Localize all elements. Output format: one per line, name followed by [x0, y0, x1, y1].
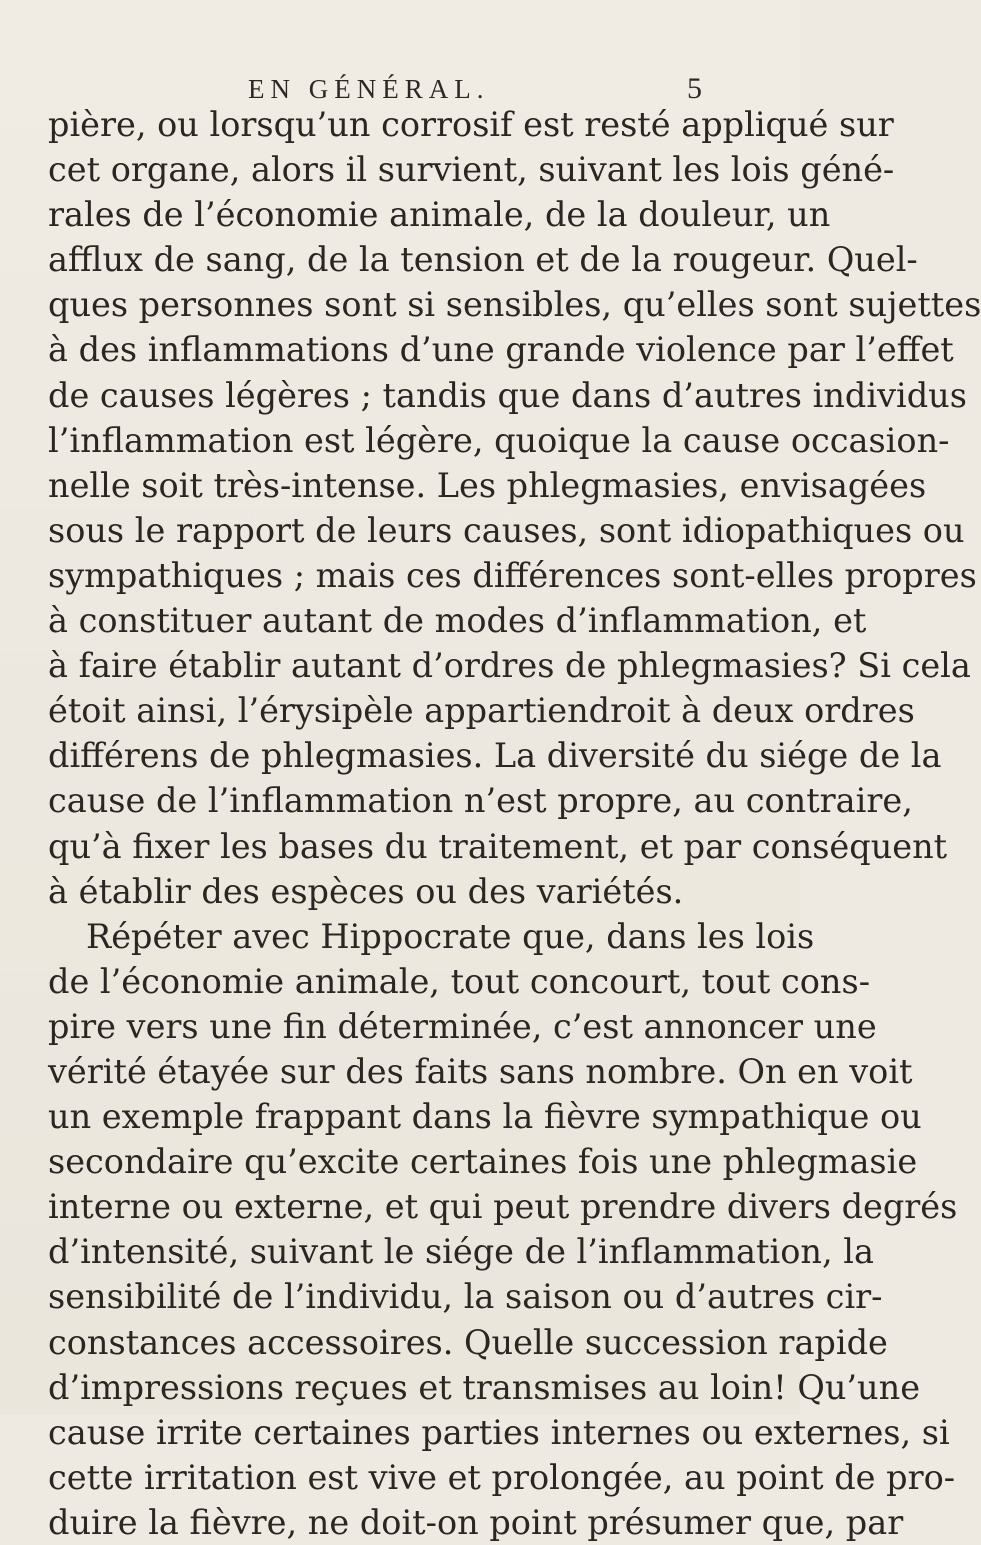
text-line: secondaire qu’excite certaines fois une phlegmasie — [48, 1142, 918, 1182]
text-line: différens de phlegmasies. La diversité du siége de la — [48, 736, 942, 776]
text-line: ques personnes sont si sensibles, qu’elles sont sujettes — [48, 285, 981, 325]
text-line: afflux de sang, de la tension et de la rougeur. Quel- — [48, 240, 918, 280]
text-line: Répéter avec Hippocrate que, dans les lois — [86, 916, 815, 956]
text-line: d’impressions reçues et transmises au loin! Qu’une — [48, 1367, 921, 1407]
text-line: nelle soit très-intense. Les phlegmasies, envisagées — [48, 465, 927, 505]
text-line: de causes légères ; tandis que dans d’autres individus — [48, 375, 967, 415]
text-line: duire la fièvre, ne doit-on point présumer que, par — [48, 1502, 904, 1542]
text-line: cet organe, alors il survient, suivant les lois géné- — [48, 150, 895, 190]
text-line: constances accessoires. Quelle succession rapide — [48, 1322, 888, 1362]
text-line: cause irrite certaines parties internes ou externes, si — [48, 1412, 950, 1452]
text-line: sous le rapport de leurs causes, sont idiopathiques ou — [48, 510, 965, 550]
text-line: un exemple frappant dans la fièvre sympathique ou — [48, 1097, 922, 1137]
text-line: sensibilité de l’individu, la saison ou d’autres cir- — [48, 1277, 883, 1317]
text-line: rales de l’économie animale, de la douleur, un — [48, 195, 831, 235]
text-line: étoit ainsi, l’érysipèle appartiendroit à deux ordres — [48, 691, 915, 731]
text-line: interne ou externe, et qui peut prendre divers degrés — [48, 1187, 958, 1227]
text-line: à constituer autant de modes d’inflammation, et — [48, 601, 867, 641]
page-number: 5 — [687, 72, 702, 105]
text-line: cause de l’inflammation n’est propre, au contraire, — [48, 781, 913, 821]
text-line: à faire établir autant d’ordres de phlegmasies? Si cela — [48, 646, 971, 686]
text-line: pire vers une fin déterminée, c’est annoncer une — [48, 1006, 877, 1046]
body-text — [48, 102, 981, 1545]
text-line: pière, ou lorsqu’un corrosif est resté appliqué sur — [48, 105, 894, 144]
running-title: EN GÉNÉRAL. — [248, 74, 490, 104]
text-line: d’intensité, suivant le siége de l’inflammation, la — [48, 1232, 874, 1272]
text-line: à établir des espèces ou des variétés. — [48, 871, 684, 911]
text-line: cette irritation est vive et prolongée, au point de pro- — [48, 1457, 956, 1497]
text-line: l’inflammation est légère, quoique la cause occasion- — [48, 420, 950, 460]
text-line: de l’économie animale, tout concourt, tout cons- — [48, 961, 871, 1001]
text-line: qu’à fixer les bases du traitement, et par conséquent — [48, 826, 948, 866]
text-line: sympathiques ; mais ces différences sont-elles propres — [48, 555, 977, 595]
text-line: à des inflammations d’une grande violence par l’effet — [48, 330, 954, 370]
text-line: vérité étayée sur des faits sans nombre. On en voit — [48, 1051, 913, 1091]
